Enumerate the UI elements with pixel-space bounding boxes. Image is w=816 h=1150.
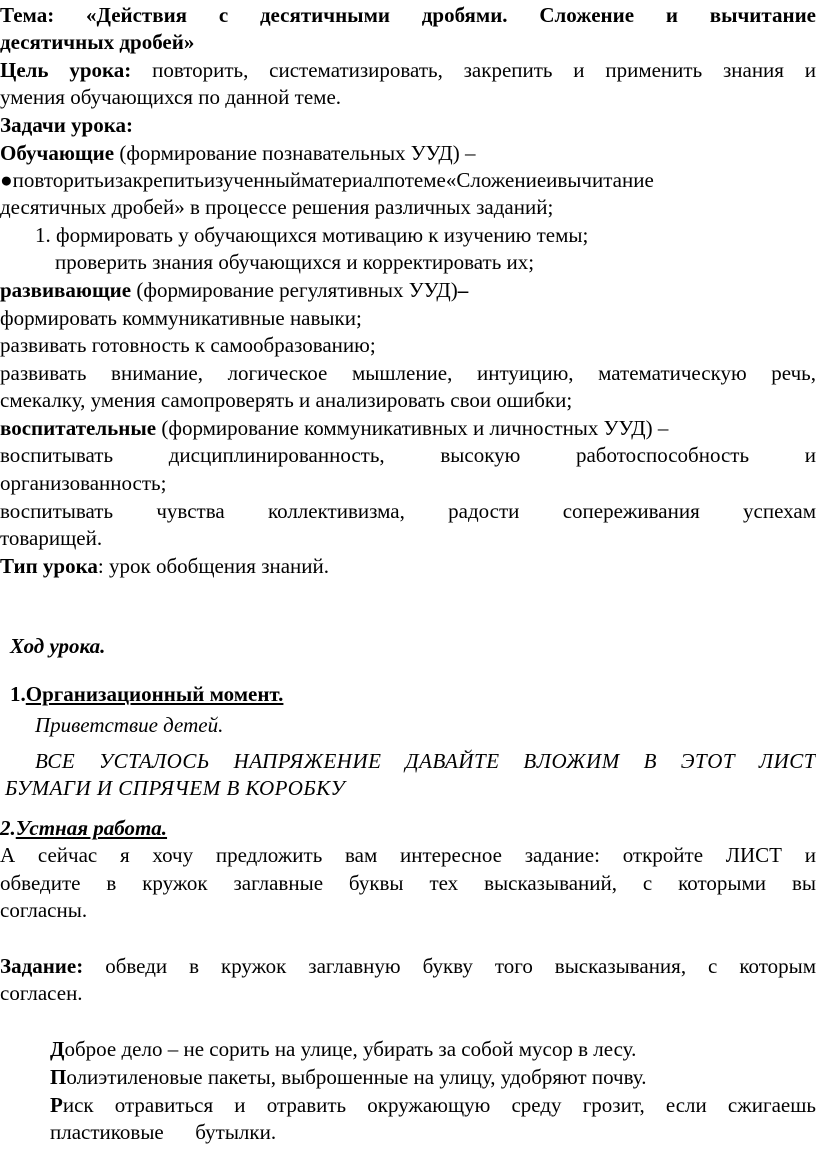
goal-line-1	[0, 57, 816, 83]
section-1-heading	[10, 681, 816, 707]
educational-heading	[0, 415, 816, 441]
list-item-line-1: формировать у обучающихся мотивацию к изучению темы;	[56, 223, 589, 247]
developing-label: развивающие	[0, 278, 132, 302]
statement-2	[50, 1064, 816, 1090]
topic-label: Тема:	[0, 3, 55, 27]
educational-line-1: воспитывать дисциплинированность, высокую работоспособность и	[0, 443, 816, 467]
educational-rest: (формирование коммуникативных и личностных УУД) –	[156, 416, 669, 440]
developing-dash: –	[457, 278, 469, 302]
assignment-text-part-1: обведи в кружок заглавную букву того высказывания, с которым	[83, 954, 816, 978]
goal-label: Цель урока:	[0, 58, 132, 82]
lesson-type-line	[0, 553, 816, 579]
developing-heading	[0, 277, 816, 303]
assignment-line-2: согласен.	[0, 981, 83, 1005]
teaching-rest: (формирование познавательных УУД) –	[114, 141, 476, 165]
topic-title-part-1: «Действия с десятичными дробями. Сложение и вычитание	[85, 3, 816, 27]
assignment-label: Задание:	[0, 954, 84, 978]
teaching-list-item	[35, 222, 816, 248]
section-2-heading	[0, 815, 816, 841]
developing-line-1: формировать коммуникативные навыки;	[0, 306, 362, 330]
section-2-number: 2.	[0, 816, 16, 840]
teaching-bullet-line-1: ●повторитьизакрепитьизученныйматериалпотеме«Сложениеивычитание	[0, 168, 654, 192]
caps-line-1: ВСЕ УСТАЛОСЬ НАПРЯЖЕНИЕ ДАВАЙТЕ ВЛОЖИМ В ЭТОТ ЛИСТ	[35, 749, 816, 773]
teaching-heading	[0, 140, 816, 166]
lesson-type-rest: : урок обобщения знаний.	[97, 554, 330, 578]
developing-line-3: развивать внимание, логическое мышление, интуицию, математическую речь,	[0, 361, 816, 385]
statement-2-initial: П	[50, 1065, 67, 1089]
statement-2-text: олиэтиленовые пакеты, выброшенные на улицу, удобряют почву.	[66, 1065, 647, 1089]
section-2-line-1: А сейчас я хочу предложить вам интересное задание: откройте ЛИСТ и	[0, 843, 816, 867]
teaching-label: Обучающие	[0, 141, 115, 165]
goal-text-part-1: повторить, систематизировать, закрепить и применить знания и	[131, 58, 816, 82]
section-1-number: 1.	[10, 682, 26, 706]
section-2-title: Устная работа.	[15, 816, 168, 840]
statement-3-line-2: пластиковые бутылки.	[50, 1120, 277, 1144]
course-heading: Ход урока.	[10, 634, 106, 658]
section-1-title: Организационный момент.	[25, 682, 284, 706]
greeting-line: Приветствие детей.	[35, 713, 224, 737]
tasks-heading: Задачи урока:	[0, 113, 134, 137]
section-2-line-3: согласны.	[0, 898, 88, 922]
educational-label: воспитательные	[0, 416, 157, 440]
educational-line-2: организованность;	[0, 471, 167, 495]
statement-1	[50, 1036, 816, 1062]
statement-3	[50, 1092, 816, 1118]
teaching-list-line-2: проверить знания обучающихся и корректировать их;	[55, 250, 535, 274]
statement-1-text: оброе дело – не сорить на улице, убирать за собой мусор в лесу.	[64, 1037, 637, 1061]
list-number: 1.	[35, 223, 51, 247]
section-2-line-2: обведите в кружок заглавные буквы тех высказываний, с которыми вы	[0, 871, 816, 895]
developing-line-4: смекалку, умения самопроверять и анализировать свои ошибки;	[0, 388, 573, 412]
caps-line-2: БУМАГИ И СПРЯЧЕМ В КОРОБКУ	[5, 776, 346, 800]
goal-line-2: умения обучающихся по данной теме.	[0, 85, 342, 109]
lesson-type-label: Тип урока	[0, 554, 98, 578]
teaching-bullet-line-2: десятичных дробей» в процессе решения различных заданий;	[0, 195, 554, 219]
educational-line-4: товарищей.	[0, 526, 103, 550]
educational-line-3: воспитывать чувства коллективизма, радости сопереживания успехам	[0, 499, 816, 523]
statement-3-text: иск отравиться и отравить окружающую среду грозит, если сжигаешь	[62, 1093, 816, 1117]
statement-1-initial: Д	[50, 1037, 65, 1061]
assignment-line-1	[0, 953, 816, 979]
statement-3-initial: Р	[50, 1093, 63, 1117]
developing-rest: (формирование регулятивных УУД)	[131, 278, 458, 302]
topic-line-1	[0, 2, 816, 28]
topic-line-2: десятичных дробей»	[0, 30, 195, 54]
developing-line-2: развивать готовность к самообразованию;	[0, 333, 376, 357]
